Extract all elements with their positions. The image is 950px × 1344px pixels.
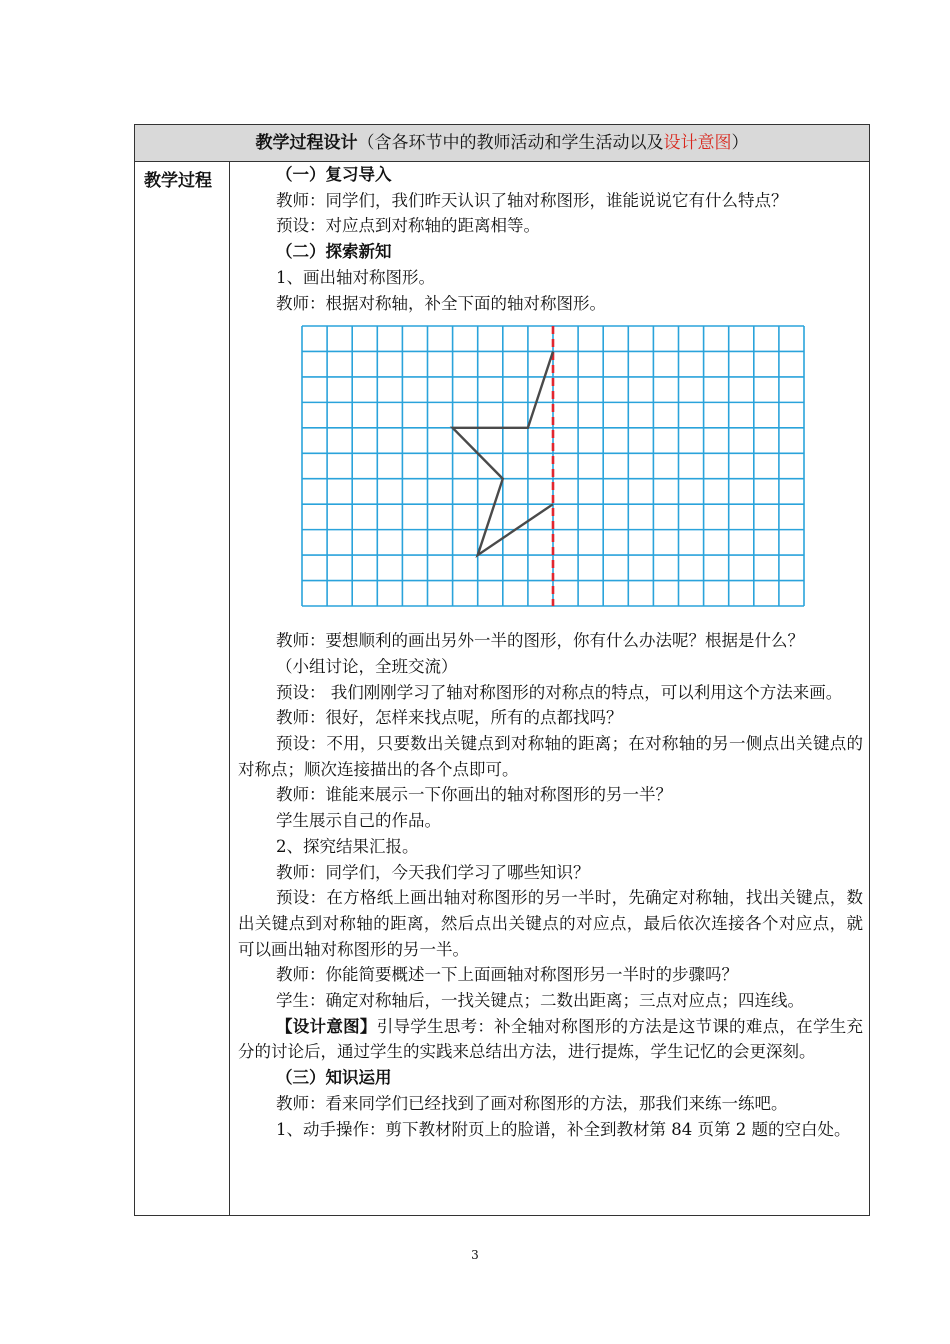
- paragraph: 学生：确定对称轴后，一找关键点；二数出距离；三点对应点；四连线。: [276, 991, 804, 1011]
- lesson-table: [134, 124, 870, 1216]
- paragraph: 教师：很好，怎样来找点呢，所有的点都找吗？: [276, 708, 623, 728]
- paragraph: 教师：同学们，今天我们学习了哪些知识？: [276, 862, 590, 882]
- paragraph: 教师：同学们，我们昨天认识了轴对称图形，谁能说说它有什么特点？: [276, 190, 788, 210]
- paragraph: 教师：谁能来展示一下你画出的轴对称图形的另一半？: [276, 785, 672, 805]
- paragraph: 1、画出轴对称图形。: [276, 267, 435, 287]
- section-2-title: （二）探索新知: [276, 242, 392, 262]
- paragraph: 教师：要想顺利的画出另外一半的图形，你有什么办法呢？根据是什么？: [276, 631, 804, 651]
- symmetry-grid-figure: [300, 324, 806, 608]
- header-paren-close: ）: [731, 133, 749, 153]
- design-intent-label: 【设计意图】: [276, 1016, 377, 1036]
- section-3-title: （三）知识运用: [276, 1068, 392, 1088]
- header-title: 教学过程设计: [255, 133, 358, 153]
- paragraph: 预设：不用，只要数出关键点到对称轴的距离；在对称轴的另一侧点出关键点的对称点；顺次连接描出的各个点即可。: [238, 734, 863, 779]
- content-cell: [238, 162, 863, 1142]
- section-1-title: （一）复习导入: [276, 165, 392, 184]
- paragraph: 预设： 我们刚刚学习了轴对称图形的对称点的特点，可以利用这个方法来画。: [276, 682, 843, 702]
- paragraph: 预设：对应点到对称轴的距离相等。: [276, 216, 540, 236]
- left-column: [135, 162, 230, 1215]
- header-design-intent: 设计意图: [663, 133, 732, 153]
- row-label-teaching-process: 教学过程: [144, 171, 212, 191]
- header-paren-open: （含各环节中的教师活动和学生活动以及: [357, 133, 664, 153]
- page-number: 3: [471, 1248, 479, 1262]
- design-intent-text: 引导学生思考：补全轴对称图形的方法是这节课的难点，在学生充分的讨论后，通过学生的实践来总结出方法，进行提炼，学生记忆的会更深刻。: [238, 1016, 864, 1062]
- paragraph: 预设：在方格纸上画出轴对称图形的另一半时，先确定对称轴，找出关键点，数出关键点到对称轴的距离，然后点出关键点的对应点，最后依次连接各个对应点，就可以画出轴对称图形的另一半。: [238, 888, 863, 959]
- paragraph: 学生展示自己的作品。: [276, 811, 441, 831]
- table-header: [135, 125, 869, 162]
- paragraph: 1、动手操作：剪下教材附页上的脸谱，补全到教材第 84 页第 2 题的空白处。: [276, 1119, 851, 1139]
- grid-svg: [300, 324, 806, 608]
- design-intent-paragraph: [238, 1014, 863, 1065]
- paragraph: 2、探究结果汇报。: [276, 836, 419, 856]
- paragraph: 教师：根据对称轴，补全下面的轴对称图形。: [276, 293, 606, 313]
- paragraph: 教师：你能简要概述一下上面画轴对称图形另一半时的步骤吗？: [276, 965, 738, 985]
- paragraph: 教师：看来同学们已经找到了画对称图形的方法，那我们来练一练吧。: [276, 1093, 788, 1113]
- paragraph: （小组讨论，全班交流）: [276, 656, 458, 676]
